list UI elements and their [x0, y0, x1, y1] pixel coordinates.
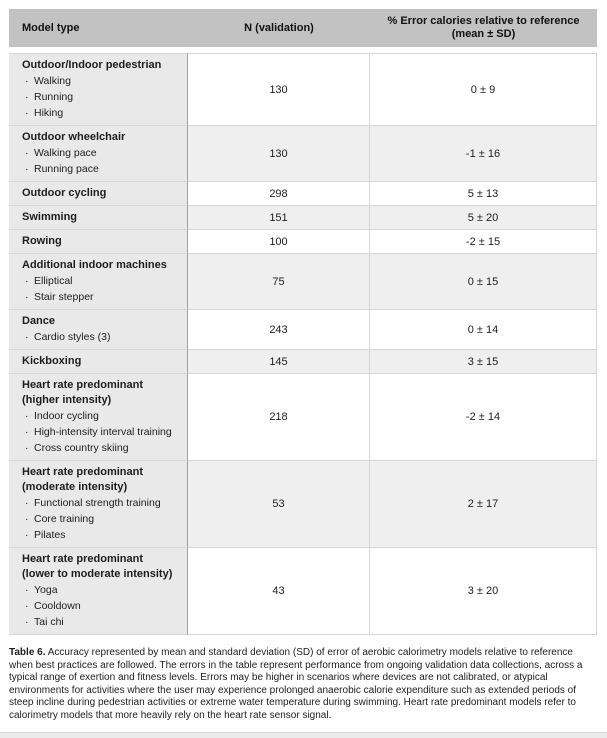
activity-bullet: · Core training: [22, 511, 181, 527]
row-title: Heart rate predominant: [22, 379, 144, 391]
row-subtitle: (higher intensity): [22, 394, 112, 406]
caption-label: Table 6.: [9, 647, 46, 658]
n-value: 43: [188, 548, 370, 635]
row-title: Heart rate predominant: [22, 553, 144, 565]
n-value: 298: [188, 182, 370, 206]
model-type-cell: [9, 206, 188, 230]
row-title: Swimming: [22, 211, 78, 223]
header-error-calories: [370, 9, 597, 53]
activity-bullet: · Walking: [22, 73, 181, 89]
row-subtitle: (lower to moderate intensity): [22, 568, 173, 580]
header-model-type: Model type: [9, 9, 188, 53]
error-value: -2 ± 15: [370, 230, 597, 254]
activity-list: [22, 495, 181, 543]
accuracy-table: [9, 9, 597, 635]
activity-bullet: · Cooldown: [22, 598, 181, 614]
error-value: 5 ± 13: [370, 182, 597, 206]
table-row: [9, 230, 597, 254]
error-value: 5 ± 20: [370, 206, 597, 230]
header-error-line2: (mean ± SD): [451, 28, 516, 40]
table-row: [9, 254, 597, 310]
activity-bullet: · High-intensity interval training: [22, 424, 181, 440]
activity-bullet: · Cardio styles (3): [22, 329, 181, 345]
row-title: Heart rate predominant: [22, 466, 144, 478]
row-title: Dance: [22, 315, 56, 327]
error-value: 0 ± 9: [370, 53, 597, 126]
model-type-cell: [9, 126, 188, 182]
header-error-line1: % Error calories relative to reference: [387, 15, 580, 27]
row-title: Outdoor/Indoor pedestrian: [22, 59, 162, 71]
activity-list: [22, 145, 181, 177]
n-value: 130: [188, 53, 370, 126]
error-value: -2 ± 14: [370, 374, 597, 461]
activity-bullet: · Tai chi: [22, 614, 181, 630]
activity-bullet: · Walking pace: [22, 145, 181, 161]
row-subtitle: (moderate intensity): [22, 481, 128, 493]
table-row: [9, 350, 597, 374]
activity-list: [22, 329, 181, 345]
table-row: [9, 206, 597, 230]
table-row: [9, 182, 597, 206]
error-value: 0 ± 14: [370, 310, 597, 350]
table-row: [9, 53, 597, 126]
row-title: Outdoor cycling: [22, 187, 107, 199]
activity-list: [22, 273, 181, 305]
n-value: 53: [188, 461, 370, 548]
header-n-validation: N (validation): [188, 9, 370, 53]
n-value: 218: [188, 374, 370, 461]
activity-bullet: · Hiking: [22, 105, 181, 121]
model-type-cell: [9, 461, 188, 548]
table-header-row: [9, 9, 597, 53]
activity-list: [22, 73, 181, 121]
row-title: Additional indoor machines: [22, 259, 167, 271]
row-title: Rowing: [22, 235, 62, 247]
table-row: [9, 548, 597, 635]
n-value: 145: [188, 350, 370, 374]
n-value: 151: [188, 206, 370, 230]
table-row: [9, 374, 597, 461]
table-row: [9, 126, 597, 182]
activity-bullet: · Running pace: [22, 161, 181, 177]
error-value: 3 ± 15: [370, 350, 597, 374]
model-type-cell: [9, 310, 188, 350]
model-type-cell: [9, 230, 188, 254]
activity-bullet: · Yoga: [22, 582, 181, 598]
n-value: 100: [188, 230, 370, 254]
activity-list: [22, 582, 181, 630]
model-type-cell: [9, 374, 188, 461]
model-type-cell: [9, 254, 188, 310]
activity-bullet: · Running: [22, 89, 181, 105]
row-title: Outdoor wheelchair: [22, 131, 126, 143]
page-bottom-strip: [0, 732, 607, 738]
activity-bullet: · Cross country skiing: [22, 440, 181, 456]
activity-bullet: · Stair stepper: [22, 289, 181, 305]
error-value: 0 ± 15: [370, 254, 597, 310]
model-type-cell: [9, 53, 188, 126]
activity-bullet: · Functional strength training: [22, 495, 181, 511]
n-value: 75: [188, 254, 370, 310]
activity-bullet: · Indoor cycling: [22, 408, 181, 424]
table-row: [9, 310, 597, 350]
error-value: 2 ± 17: [370, 461, 597, 548]
table-row: [9, 461, 597, 548]
row-title: Kickboxing: [22, 355, 82, 367]
activity-bullet: · Elliptical: [22, 273, 181, 289]
activity-list: [22, 408, 181, 456]
caption-text: Accuracy represented by mean and standard deviation (SD) of error of aerobic calorimetry models relative to reference when best practices are followed. The errors in the table represent performance from ongoing validation data collections, across a typical range of exertion and fitness levels. Errors may be higher in scenarios where devices are not calibrated, or atypical environments for activities where the user may experience prolonged anaerobic calorie expenditure such as extended periods of steep incline during pedestrian activities or extreme water temperature during swimming. Heart rate predominant models refer to calorimetry models that more heavily rely on the heart rate sensor signal.: [9, 647, 583, 721]
table-caption: [9, 647, 597, 723]
model-type-cell: [9, 350, 188, 374]
n-value: 243: [188, 310, 370, 350]
error-value: 3 ± 20: [370, 548, 597, 635]
error-value: -1 ± 16: [370, 126, 597, 182]
activity-bullet: · Pilates: [22, 527, 181, 543]
model-type-cell: [9, 548, 188, 635]
n-value: 130: [188, 126, 370, 182]
model-type-cell: [9, 182, 188, 206]
